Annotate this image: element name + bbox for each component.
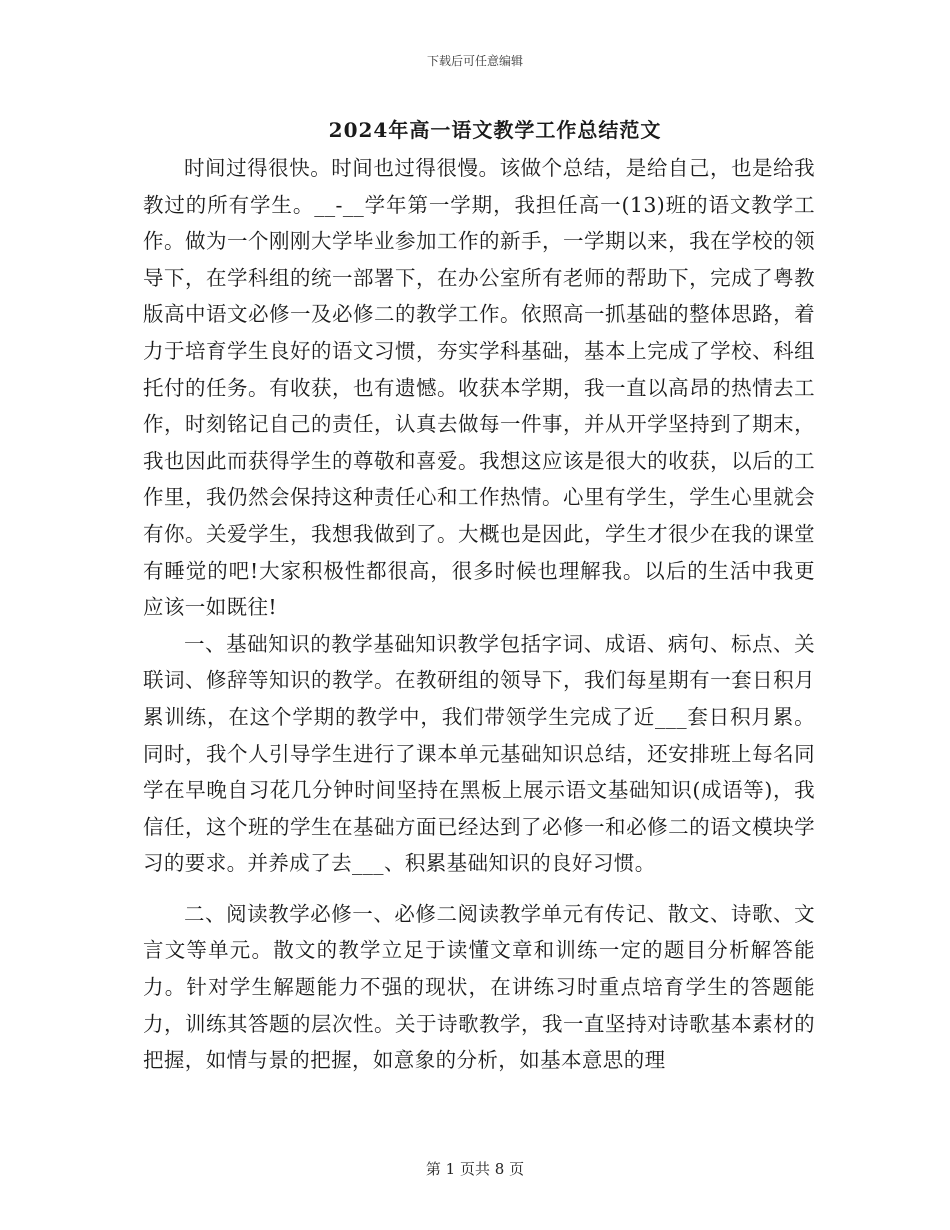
body-paragraph-basics: 一、基础知识的教学基础知识教学包括字词、成语、病句、标点、关联词、修辞等知识的教学。在教研组的领导下，我们每星期有一套日积月累训练，在这个学期的教学中，我们带领学生完成了近___套日积月累。同时，我个人引导学生进行了课本单元基础知识总结，还安排班上每名同学在早晚自习花几分钟时间坚持在黑板上展示语文基础知识(成语等)，我信任，这个班的学生在基础方面已经达到了必修一和必修二的语文模块学习的要求。并养成了去___、积累基础知识的良好习惯。 xyxy=(143,631,815,876)
document-body xyxy=(143,150,815,1079)
document-title: 2024年高一语文教学工作总结范文 xyxy=(328,118,662,142)
page-number-footer: 第 1 页共 8 页 xyxy=(425,1160,525,1178)
body-paragraph-intro: 时间过得很快。时间也过得很慢。该做个总结，是给自己，也是给我教过的所有学生。__-__学年第一学期，我担任高一(13)班的语文教学工作。做为一个刚刚大学毕业参加工作的新手，一学期以来，我在学校的领导下，在学科组的统一部署下，在办公室所有老师的帮助下，完成了粤教版高中语文必修一及必修二的教学工作。依照高一抓基础的整体思路，着力于培育学生良好的语文习惯，夯实学科基础，基本上完成了学校、科组托付的任务。有收获，也有遗憾。收获本学期，我一直以高昂的热情去工作，时刻铭记自己的责任，认真去做每一件事，并从开学坚持到了期末，我也因此而获得学生的尊敬和喜爱。我想这应该是很大的收获，以后的工作里，我仍然会保持这种责任心和工作热情。心里有学生，学生心里就会有你。关爱学生，我想我做到了。大概也是因此，学生才很少在我的课堂有睡觉的吧!大家积极性都很高，很多时候也理解我。以后的生活中我更应该一如既往! xyxy=(143,156,815,620)
body-paragraph-reading: 二、阅读教学必修一、必修二阅读教学单元有传记、散文、诗歌、文言文等单元。散文的教学立足于读懂文章和训练一定的题目分析解答能力。针对学生解题能力不强的现状，在讲练习时重点培育学生的答题能力，训练其答题的层次性。关于诗歌教学，我一直坚持对诗歌基本素材的把握，如情与景的把握，如意象的分析，如基本意思的理 xyxy=(143,901,815,1073)
page-header-note: 下载后可任意编辑 xyxy=(426,54,523,68)
